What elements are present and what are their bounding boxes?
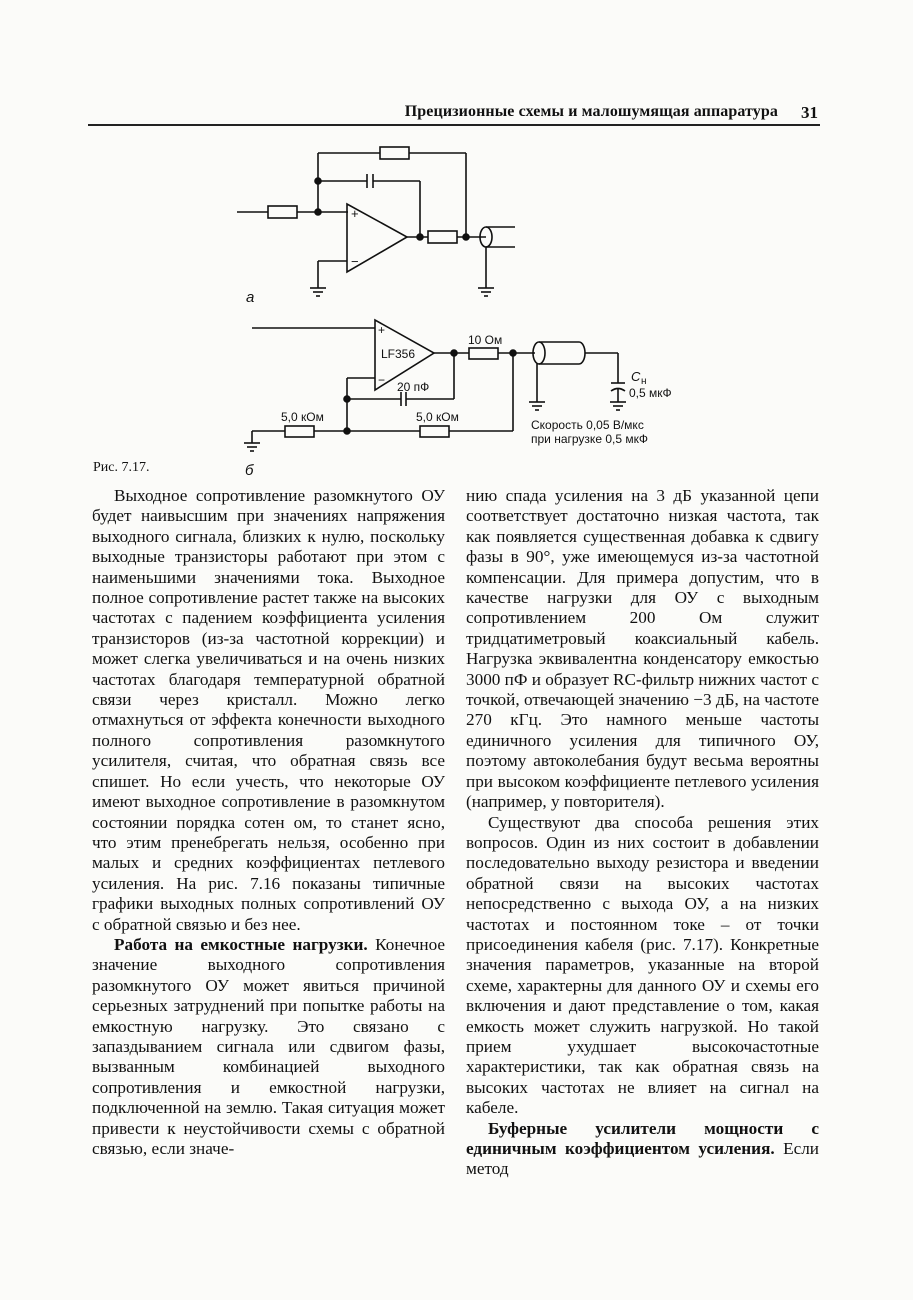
section-heading: Буферные усилители мощности с единичным коэффициентом усиления. [466, 1118, 819, 1158]
junction-dot [417, 234, 423, 240]
series-resistor-icon [469, 348, 498, 359]
panel-a-label: а [246, 289, 255, 306]
chapter-title: Прецизионные схемы и малошумящая аппаратура [404, 103, 778, 120]
ground-icon [310, 288, 326, 296]
paragraph: Выходное сопротивление разомкнутого ОУ будет наивысшим при значениях напряжения выходного сигнала, близких к нулю, поскольку выходные транзисторы работают при этом с наименьшими значениями тока. Выходное полное сопротивление растет также на высоких частотах с падением коэффициента усиления транзисторов (из-за частотной коррекции) и может слегка увеличиваться и на очень низких частотах благодаря температурной обратной связи через кристалл. Можно легко отмахнуться от эффекта конечности выходного полного сопротивления разомкнутого усилителя, считая, что обратная связь все спишет. Но если учесть, что некоторые ОУ имеют выходное сопротивление в разомкнутом состоянии порядка сотен ом, то станет ясно, что этим пренебрегать нельзя, особенно при малых и средних коэффициентах петлевого усиления. На рис. 7.16 показаны типичные графики выходных полных сопротивлений ОУ с обратной связью и без нее. [92, 486, 445, 934]
right-column [466, 486, 819, 1180]
series-resistor-label: 10 Ом [468, 333, 503, 347]
feedback-resistor-icon [380, 147, 409, 159]
opamp-minus-label: − [378, 373, 386, 387]
slew-rate-note: Скорость 0,05 В/мкс [531, 418, 644, 432]
paragraph: нию спада усиления на 3 дБ указанной цепи соответствует достаточно низкая частота, так как появляется существенная добавка к сдвигу фазы в 90°, уже имеющемуся из-за частотной компенсации. Для примера допустим, что в качестве нагрузки для ОУ с выходным сопротивлением 200 Ом служит тридцатиметровый коаксиальный кабель. Нагрузка эквивалентна конденсатору емкостью 3000 пФ и образует RC-фильтр нижних частот с точкой, отвечающей значению −3 дБ, на частоте 270 кГц. Это намного меньше частоты единичного усиления для типичного ОУ, поэтому автоколебания будут весьма вероятны при высоком коэффициенте петлевого усиления (например, у повторителя). [466, 486, 819, 812]
junction-dot [315, 209, 321, 215]
panel-b-label: б [245, 462, 254, 479]
ground-resistor-icon [285, 426, 314, 437]
left-column [92, 486, 445, 1159]
ground-resistor-label: 5,0 кОм [281, 410, 324, 424]
load-note: при нагрузке 0,5 мкФ [531, 432, 648, 446]
schematic-b [244, 320, 672, 479]
junction-dot [463, 234, 469, 240]
feedback-resistor-label: 5,0 кОм [416, 410, 459, 424]
load-subscript: н [641, 376, 647, 387]
page-number: 31 [801, 103, 818, 122]
capacitor-value-label: 20 пФ [397, 380, 430, 394]
input-resistor-icon [268, 206, 297, 218]
ground-icon [244, 443, 260, 451]
paragraph: Буферные усилители мощности с единичным коэффициентом усиления. Если метод [466, 1118, 819, 1179]
output-resistor-icon [428, 231, 457, 243]
load-value-label: 0,5 мкФ [629, 386, 672, 400]
coax-cable-icon [533, 342, 585, 364]
paragraph: Существуют два способа решения этих вопросов. Один из них состоит в добавлении последовательно выходу резистора и введении обратной связи на высоких частотах непосредственно с выхода ОУ, а на низких частотах и постоянном токе – от точки присоединения кабеля (рис. 7.17). Конкретные значения параметров, указанные на второй схеме, характерны для данного ОУ и схемы его включения и дают представление о том, какая емкость может служить нагрузкой. Но такой прием ухудшает высокочастотные характеристики, так как обратная связь на высоких частотах не влияет на сигнал на кабеле. [466, 812, 819, 1118]
opamp-plus-label: + [351, 206, 359, 221]
figure-7-17-schematics [0, 0, 913, 480]
ground-icon [529, 402, 545, 410]
ground-icon [610, 402, 626, 410]
feedback-resistor-icon [420, 426, 449, 437]
load-symbol: C [631, 369, 641, 384]
paragraph: Работа на емкостные нагрузки. Конечное значение выходного сопротивления разомкнутого ОУ может явиться причиной серьезных затруднений при попытке работы на емкостную нагрузку. Это связано с запаздыванием сигнала или сдвигом фазы, вызванным комбинацией выходного сопротивления и емкостной нагрузки, подключенной на землю. Такая ситуация может привести к неустойчивости схемы с обратной связью, если значе- [92, 934, 445, 1158]
section-heading: Работа на емкостные нагрузки. [114, 934, 368, 954]
junction-dot [451, 350, 457, 356]
opamp-name-label: LF356 [381, 347, 416, 361]
opamp-plus-label: + [378, 323, 386, 337]
schematic-a [237, 147, 515, 306]
figure-caption: Рис. 7.17. [93, 460, 150, 475]
ground-icon [478, 288, 494, 296]
opamp-minus-label: − [351, 254, 359, 269]
